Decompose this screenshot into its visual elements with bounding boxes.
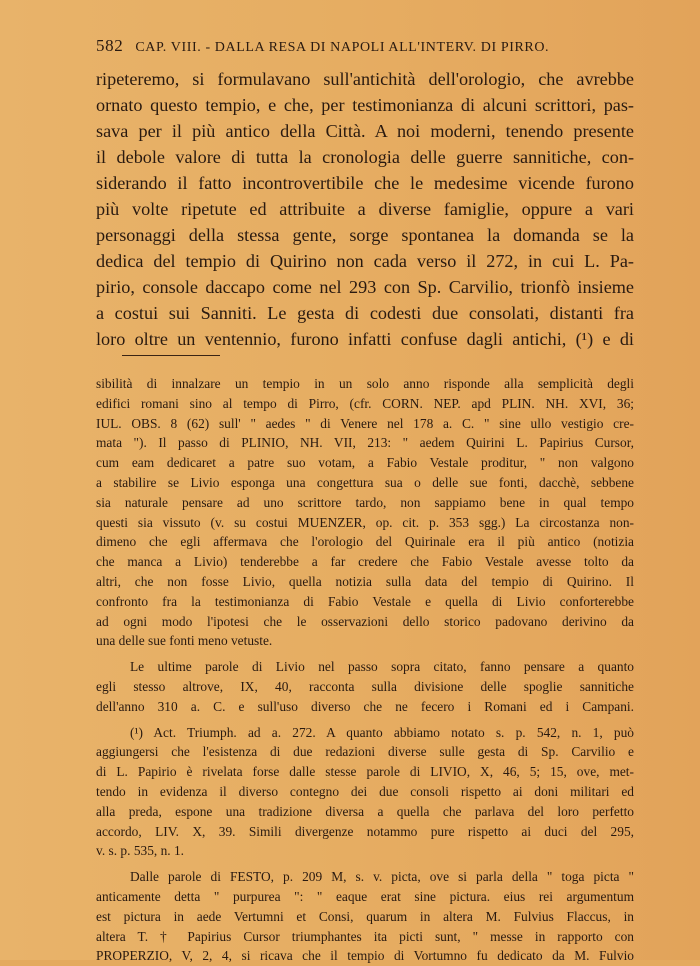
main-text xyxy=(96,66,634,352)
footnote-line: a stabilire se Livio esponga una congettura sua o delle sue fonti, dacchè, sebbene xyxy=(96,474,634,490)
footnote-line: sia naturale pensare ad uno scrittore tardo, non sappiamo bene in qual tempo xyxy=(96,494,634,510)
footnote-line: IUL. OBS. 8 (62) sull' " aedes " di Venere nel 178 a. C. " sine ullo vestigio cre- xyxy=(96,415,634,431)
footnote-line: confronto fra la testimonianza di Fabio Vestale e quella di Livio conforterebbe xyxy=(96,593,634,609)
footnote-line: di L. Papirio è rivelata forse dalle stesse parole di LIVIO, X, 46, 5; 15, ove, met- xyxy=(96,764,634,780)
footnote-line: tendo in evidenza il diverso contegno dei due consoli rispetto ai doni militari ed xyxy=(96,783,634,799)
footnote-line: Le ultime parole di Livio nel passo sopra citato, fanno pensare a quanto xyxy=(130,659,634,675)
footnote-separator xyxy=(122,355,220,356)
footnote-line: altera T. † Papirius Cursor triumphantes ita picti sunt, " messe in rapporto con xyxy=(96,928,634,944)
footnote-line: mata "). Il passo di PLINIO, NH. VII, 213: " aedem Quirini L. Papirius Cursor, xyxy=(96,435,634,451)
footnote-line: anticamente detta " purpurea ": " eaque erat sine pictura. eius rei argumentum xyxy=(96,888,634,904)
main-text-line: personaggi della stessa gente, sorge spontanea la domanda se la xyxy=(96,225,634,245)
main-text-line: a costui sui Sanniti. Le gesta di codesti due consolati, distanti fra xyxy=(96,303,634,323)
footnote-line: edifici romani sino al tempo di Pirro, (cfr. CORN. NEP. apd PLIN. NH. XVI, 36; xyxy=(96,395,634,411)
main-text-line: sava per il più antico della Città. A noi moderni, tenendo presente xyxy=(96,121,634,141)
main-text-line: siderando il fatto incontrovertibile che le medesime vicende furono xyxy=(96,173,634,193)
page-number: 582 xyxy=(96,36,124,55)
footnote-line: cum eam dedicaret a patre suo votam, a Fabio Vestale proditur, " non valgono xyxy=(96,455,634,471)
footnote-line: questi sia vissuto (v. su costui MUENZER, op. cit. p. 353 sgg.) La circostanza non- xyxy=(96,514,634,530)
footnote-line: egli stesso altrove, IX, 40, racconta sulla divisione delle spoglie sannitiche xyxy=(96,678,634,694)
footnote-line: accordo, LIV. X, 39. Simili divergenze notammo pure rispetto ai duci del 295, xyxy=(96,823,634,839)
main-text-line: pirio, console daccapo come nel 293 con Sp. Carvilio, trionfò insieme xyxy=(96,277,634,297)
footnote-line: aggiungersi che l'esistenza di due redazioni diverse sulle gesta di Sp. Carvilio e xyxy=(96,744,634,760)
main-text-line: ornato questo tempio, e che, per testimonianza di alcuni scrittori, pas- xyxy=(96,95,634,115)
footnote-line: (¹) Act. Triumph. ad a. 272. A quanto abbiamo notato s. p. 542, n. 1, può xyxy=(130,724,634,740)
main-text-line: più volte ripetute ed attribuite a diverse famiglie, oppure a vari xyxy=(96,199,634,219)
footnotes xyxy=(96,374,634,966)
footnote-line: Dalle parole di FESTO, p. 209 M, s. v. picta, ove si parla della " toga picta " xyxy=(130,869,634,885)
footnote-line: una delle sue fonti meno vetuste. xyxy=(96,633,273,649)
main-text-line: loro oltre un ventennio, furono infatti confuse dagli antichi, (¹) e di xyxy=(96,329,634,349)
footnote-line: sibilità di innalzare un tempio in un solo anno risponde alla semplicità degli xyxy=(96,376,634,391)
main-text-line: ripeteremo, si formulavano sull'antichità dell'orologio, che avrebbe xyxy=(96,69,634,89)
footnote-line: dimeno che egli affermava che l'orologio del Quirinale era il più antico (notizia xyxy=(96,534,634,550)
main-text-line: dedica del tempio di Quirino non cada verso il 272, in cui L. Pa- xyxy=(96,251,634,271)
footnote-line: alla preda, espone una tradizione diversa a quella che parlava del loro perfetto xyxy=(96,803,634,819)
footnote-line: che manca a Livio) tenderebbe a far credere che Fabio Vestale avesse tolto da xyxy=(96,554,634,570)
footnote-line: est pictura in aede Vertumni et Consi, quarum in altera M. Fulvius Flaccus, in xyxy=(96,908,634,924)
footnote-line: PROPERZIO, V, 2, 4, si ricava che il tempio di Vortumno fu dedicato da M. Fulvio xyxy=(96,948,634,964)
footnote-line: ad ogni modo l'ipotesi che le osservazioni dello storico padovano derivino da xyxy=(96,613,634,629)
running-title: CAP. VIII. - DALLA RESA DI NAPOLI ALL'INTERV. DI PIRRO. xyxy=(135,40,550,55)
footnote-line: v. s. p. 535, n. 1. xyxy=(96,843,185,859)
running-header xyxy=(96,36,676,56)
main-text-line: il debole valore di tutta la cronologia delle guerre sannitiche, con- xyxy=(96,147,634,167)
footnote-line: altri, che non fosse Livio, quella notizia sulla data del tempio di Quirino. Il xyxy=(96,573,634,589)
footnote-line: dell'anno 310 a. C. e sull'uso diverso che ne fecero i Romani ed i Campani. xyxy=(96,698,634,714)
